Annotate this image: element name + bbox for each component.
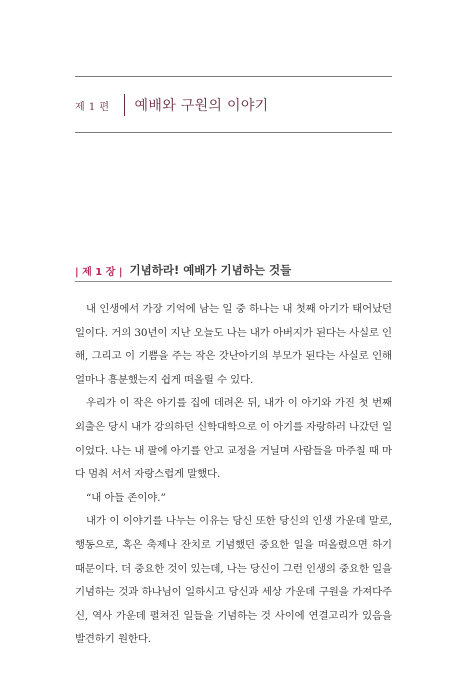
paragraph: 우리가 이 작은 아기를 집에 데려온 뒤, 내가 이 아기와 가진 첫 번째 외출은 당시 내가 강의하던 신학대학으로 이 아기를 자랑하러 나갔던 일이었다. 나는 내 팔에 아기를 안고 교정을 거닐며 사람들을 마주칠 때 마다 멈춰 서서 자랑스럽게 말했다.	[75, 397, 393, 481]
paragraph: 내가 이 이야기를 나누는 이유는 당신 또한 당신의 인생 가운데 말로, 행동으로, 혹은 축제나 잔치로 기념했던 중요한 일을 떠올렸으면 하기 때문이다. 더 중요한 것이 있는데, 나는 당신이 그런 인생의 중요한 일을 기념하는 것과 하나님이 일하시고 당신과 세상 가운데 구원을 가져다주신, 역사 가운데 펼쳐진 일들을 기념하는 것 사이에 연결고리가 있음을 발견하기 원한다.	[75, 515, 392, 646]
part-header	[75, 94, 268, 116]
chapter-heading	[75, 262, 291, 278]
paragraph-quote: “내 아들 존이야.”	[86, 491, 166, 504]
chapter-rule	[75, 281, 392, 282]
top-rule	[75, 76, 392, 77]
paragraph: 내 인생에서 가장 기억에 남는 일 중 하나는 내 첫째 아기가 태어났던 일이다. 거의 30년이 지난 오늘도 나는 내가 아버지가 된다는 사실로 인해, 그리고 이 기쁨을 주는 작은 갓난아기의 부모가 된다는 사실로 인해 얼마나 흥분했는지 쉽게 떠올릴 수 있다.	[75, 303, 392, 386]
part-title: 예배와 구원의 이야기	[134, 98, 269, 114]
bottom-rule	[75, 132, 392, 133]
part-divider	[124, 94, 125, 116]
body-text	[75, 298, 392, 652]
chapter-label: | 제 1 장 |	[75, 266, 123, 278]
chapter-title: 기념하라! 예배가 기념하는 것들	[129, 263, 292, 277]
part-label: 제 1 편	[75, 101, 110, 113]
